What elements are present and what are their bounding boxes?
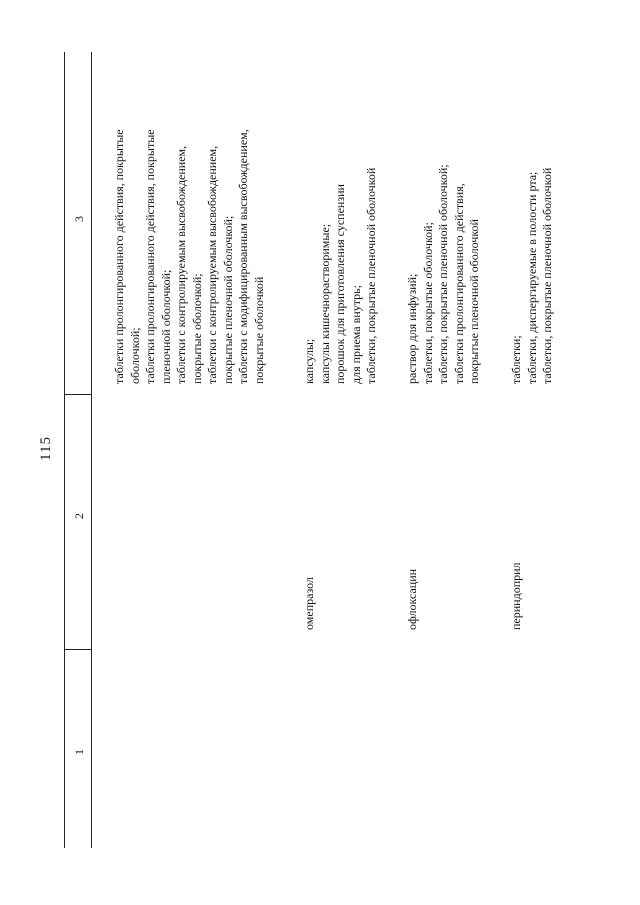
form-line: таблетки пролонгированного действия, покрытые — [143, 129, 157, 384]
row-4-forms — [509, 168, 556, 384]
column-divider-1-2 — [64, 649, 91, 650]
row-1-forms — [112, 129, 267, 384]
form-line: покрытые пленочной оболочкой — [467, 219, 481, 384]
page-number: 115 — [38, 436, 54, 461]
form-line: капсулы кишечнорастворимые; — [317, 223, 332, 384]
form-line: таблетки с контролируемым высвобождением, — [174, 145, 188, 384]
form-line: таблетки, покрытые пленочной оболочкой — [540, 167, 554, 384]
row-3-drug-name: офлоксацин — [405, 568, 419, 630]
form-line: таблетки, покрытые пленочной оболочкой; — [436, 164, 450, 384]
header-col-1: 1 — [72, 749, 86, 755]
form-line: порошок для приготовления суспензии — [333, 184, 347, 384]
form-line: таблетки пролонгированного действия, — [451, 183, 466, 384]
form-line: таблетки, покрытые пленочной оболочкой — [364, 167, 378, 384]
form-line: таблетки, покрытые оболочкой; — [420, 222, 435, 384]
form-line: покрытые пленочной оболочкой; — [220, 215, 235, 384]
form-line: покрытые оболочкой; — [189, 273, 204, 384]
form-line: таблетки пролонгированного действия, покрытые — [112, 129, 126, 384]
table-top-rule — [64, 52, 65, 848]
header-col-2: 2 — [72, 513, 86, 519]
form-line: покрытые оболочкой — [251, 276, 266, 384]
row-4-drug-name: периндоприл — [509, 562, 523, 630]
form-line: таблетки с модифицированным высвобождением, — [236, 129, 250, 384]
row-2-forms — [302, 168, 380, 384]
header-bottom-rule — [91, 52, 92, 848]
column-divider-2-3 — [64, 394, 91, 395]
form-line: таблетки; — [509, 335, 523, 384]
form-line: раствор для инфузий; — [405, 273, 419, 384]
form-line: таблетки с контролируемым высвобождением, — [205, 145, 219, 384]
form-line: таблетки, диспергируемые в полости рта; — [524, 171, 539, 384]
form-line: капсулы; — [302, 338, 316, 384]
row-3-forms — [405, 164, 483, 384]
header-col-3: 3 — [72, 216, 86, 222]
form-line: пленочной оболочкой; — [158, 269, 173, 384]
form-line: оболочкой; — [127, 327, 142, 384]
row-2-drug-name: омепразол — [302, 577, 316, 630]
form-line: для приема внутрь; — [348, 285, 363, 384]
